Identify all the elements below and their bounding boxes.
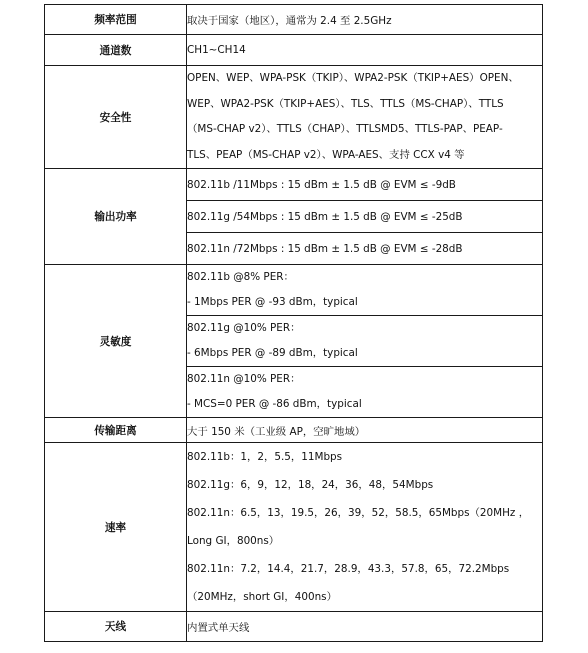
security-line: TLS、PEAP（MS-CHAP v2）、WPA-AES、支持 CCX v4 等 (187, 148, 465, 161)
label-security: 安全性 (45, 66, 187, 169)
sensitivity-detail: - 1Mbps PER @ -93 dBm，typical (187, 296, 358, 308)
row-frequency-range (45, 5, 543, 35)
label-channel-count: 通道数 (45, 35, 187, 66)
row-output-power (45, 169, 543, 201)
security-line: （MS-CHAP v2）、TTLS（CHAP）、TTLSMD5、TTLS-PAP、PEAP- (187, 123, 503, 135)
value-channel-count: CH1~CH14 (187, 35, 543, 66)
rate-line: （20MHz，short GI，400ns） (187, 591, 337, 603)
sensitivity-detail: - 6Mbps PER @ -89 dBm，typical (187, 347, 358, 359)
row-channel-count (45, 35, 543, 66)
value-power-11g: 802.11g /54Mbps : 15 dBm ± 1.5 dB @ EVM ≤ -25dB (187, 201, 543, 233)
security-line: WEP、WPA2-PSK（TKIP+AES）、TLS、TTLS（MS-CHAP）、TTLS (187, 97, 504, 110)
label-sensitivity: 灵敏度 (45, 265, 187, 418)
row-sensitivity (45, 265, 543, 316)
rate-line: 802.11n：6.5，13，19.5，26，39，52，58.5，65Mbps（20MHz ， (187, 507, 530, 519)
value-power-11n: 802.11n /72Mbps : 15 dBm ± 1.5 dB @ EVM ≤ -28dB (187, 233, 543, 265)
value-security (187, 66, 543, 169)
value-power-11b: 802.11b /11Mbps : 15 dBm ± 1.5 dB @ EVM ≤ -9dB (187, 169, 543, 201)
value-rate (187, 443, 543, 612)
row-security (45, 66, 543, 169)
rate-line: 802.11b：1，2，5.5，11Mbps (187, 451, 343, 463)
value-sensitivity-11b (187, 265, 543, 316)
value-frequency-range: 取决于国家（地区），通常为 2.4 至 2.5GHz (187, 5, 543, 35)
rate-line: Long GI，800ns） (187, 535, 280, 547)
label-rate: 速率 (45, 443, 187, 612)
label-range: 传输距离 (45, 418, 187, 443)
sensitivity-head: 802.11n @10% PER： (187, 373, 301, 385)
sensitivity-head: 802.11g @10% PER： (187, 322, 301, 334)
rate-line: 802.11n：7.2，14.4，21.7，28.9，43.3，57.8，65，72.2Mbps (187, 563, 510, 575)
value-sensitivity-11n (187, 367, 543, 418)
value-range: 大于 150 米（工业级 AP，空旷地域） (187, 418, 543, 443)
security-line: OPEN、WEP、WPA-PSK（TKIP）、WPA2-PSK（TKIP+AES）OPEN、 (187, 72, 519, 84)
label-output-power: 输出功率 (45, 169, 187, 265)
sensitivity-head: 802.11b @8% PER： (187, 271, 294, 283)
row-range (45, 418, 543, 443)
label-antenna: 天线 (45, 612, 187, 642)
sensitivity-detail: - MCS=0 PER @ -86 dBm，typical (187, 398, 362, 410)
row-rate (45, 443, 543, 612)
label-frequency-range: 频率范围 (45, 5, 187, 35)
rate-line: 802.11g：6，9，12，18，24，36，48，54Mbps (187, 479, 434, 491)
value-antenna: 内置式单天线 (187, 612, 543, 642)
value-sensitivity-11g (187, 316, 543, 367)
spec-table (44, 4, 543, 642)
row-antenna (45, 612, 543, 642)
